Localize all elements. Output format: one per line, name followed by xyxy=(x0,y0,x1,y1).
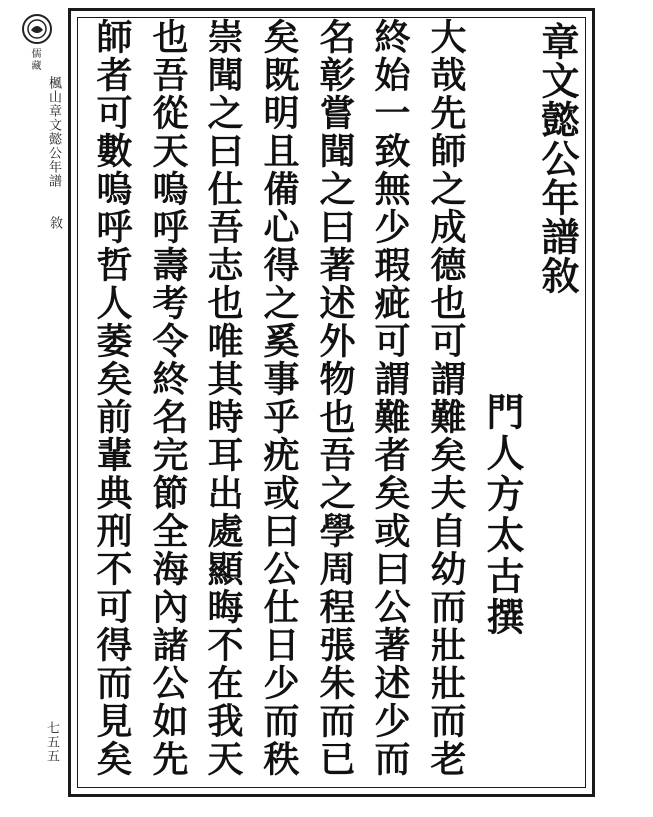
collection-mark: 儒藏 xyxy=(29,48,40,72)
text-column-2: 終始一致無少瑕疵可謂難者矣或曰公著述少而 xyxy=(369,18,411,778)
document-title: 章文懿公年譜敘 xyxy=(535,22,580,295)
text-column-4: 矣既明且備心得之奚事乎疣或曰公仕日少而秩 xyxy=(258,18,300,778)
section-label: 敘 xyxy=(47,216,62,229)
seal-logo-icon xyxy=(22,14,52,44)
text-column-7: 師者可數嗚呼哲人萎矣前輩典刑不可得而見矣 xyxy=(91,18,133,778)
page-number: 七五五 xyxy=(44,721,59,763)
author-line: 門人方太古撰 xyxy=(480,392,525,638)
margin-strip xyxy=(14,14,62,794)
text-column-3: 名彰嘗聞之曰著述外物也吾之學周程張朱而已 xyxy=(314,18,356,778)
text-column-1: 大哉先師之成德也可謂難矣夫自幼而壯壯而老 xyxy=(425,18,467,778)
text-column-6: 也吾從天嗚呼壽考令終名完節全海內諸公如先 xyxy=(147,18,189,778)
book-title: 楓山章文懿公年譜 xyxy=(46,76,61,188)
text-column-5: 崇聞之曰仕吾志也唯其時耳出處顯晦不在我天 xyxy=(202,18,244,778)
